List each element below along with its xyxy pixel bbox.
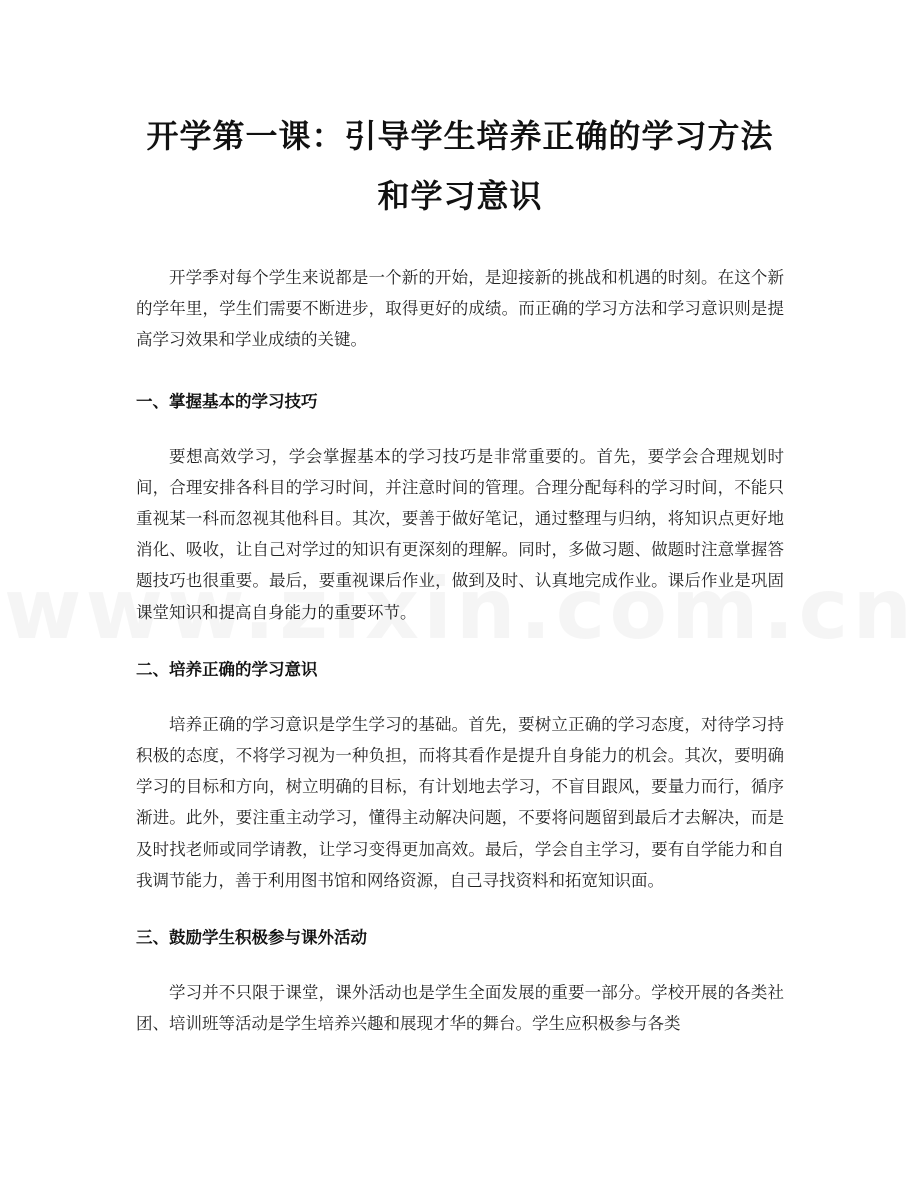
- document-title: [136, 0, 784, 226]
- intro-paragraph: 开学季对每个学生来说都是一个新的开始，是迎接新的挑战和机遇的时刻。在这个新的学年里，学生们需要不断进步，取得更好的成绩。而正确的学习方法和学习意识则是提高学习效果和学业成绩的关键。: [136, 268, 784, 350]
- title-line-1: 开学第一课：引导学生培养正确的学习方法: [146, 117, 774, 155]
- section-heading-2: 二、培养正确的学习意识: [136, 659, 318, 679]
- section-paragraph-2: 培养正确的学习意识是学生学习的基础。首先，要树立正确的学习态度，对待学习持积极的态度，不将学习视为一种负担，而将其看作是提升自身能力的机会。其次，要明确学习的目标和方向，树立明确的目标，有计划地去学习，不盲目跟风，要量力而行，循序渐进。此外，要注重主动学习，懂得主动解决问题，不要将问题留到最后才去解决，而是及时找老师或同学请教，让学习变得更加高效。最后，学会自主学习，要有自学能力和自我调节能力，善于利用图书馆和网络资源，自己寻找资料和拓宽知识面。: [136, 714, 784, 890]
- section-paragraph-1: 要想高效学习，学会掌握基本的学习技巧是非常重要的。首先，要学会合理规划时间，合理安排各科目的学习时间，并注意时间的管理。合理分配每科的学习时间，不能只重视某一科而忽视其他科目。其次，要善于做好笔记，通过整理与归纳，将知识点更好地消化、吸收，让自己对学过的知识有更深刻的理解。同时，多做习题、做题时注意掌握答题技巧也很重要。最后，要重视课后作业，做到及时、认真地完成作业。课后作业是巩固课堂知识和提高自身能力的重要环节。: [136, 446, 784, 622]
- title-line-2: 和学习意识: [377, 177, 543, 215]
- document-page: [136, 0, 784, 1039]
- section-paragraph-3: 学习并不只限于课堂，课外活动也是学生全面发展的重要一部分。学校开展的各类社团、培训班等活动是学生培养兴趣和展现才华的舞台。学生应积极参与各类: [136, 983, 784, 1034]
- section-heading-3: 三、鼓励学生积极参与课外活动: [136, 928, 367, 948]
- section-heading-1: 一、掌握基本的学习技巧: [136, 391, 318, 411]
